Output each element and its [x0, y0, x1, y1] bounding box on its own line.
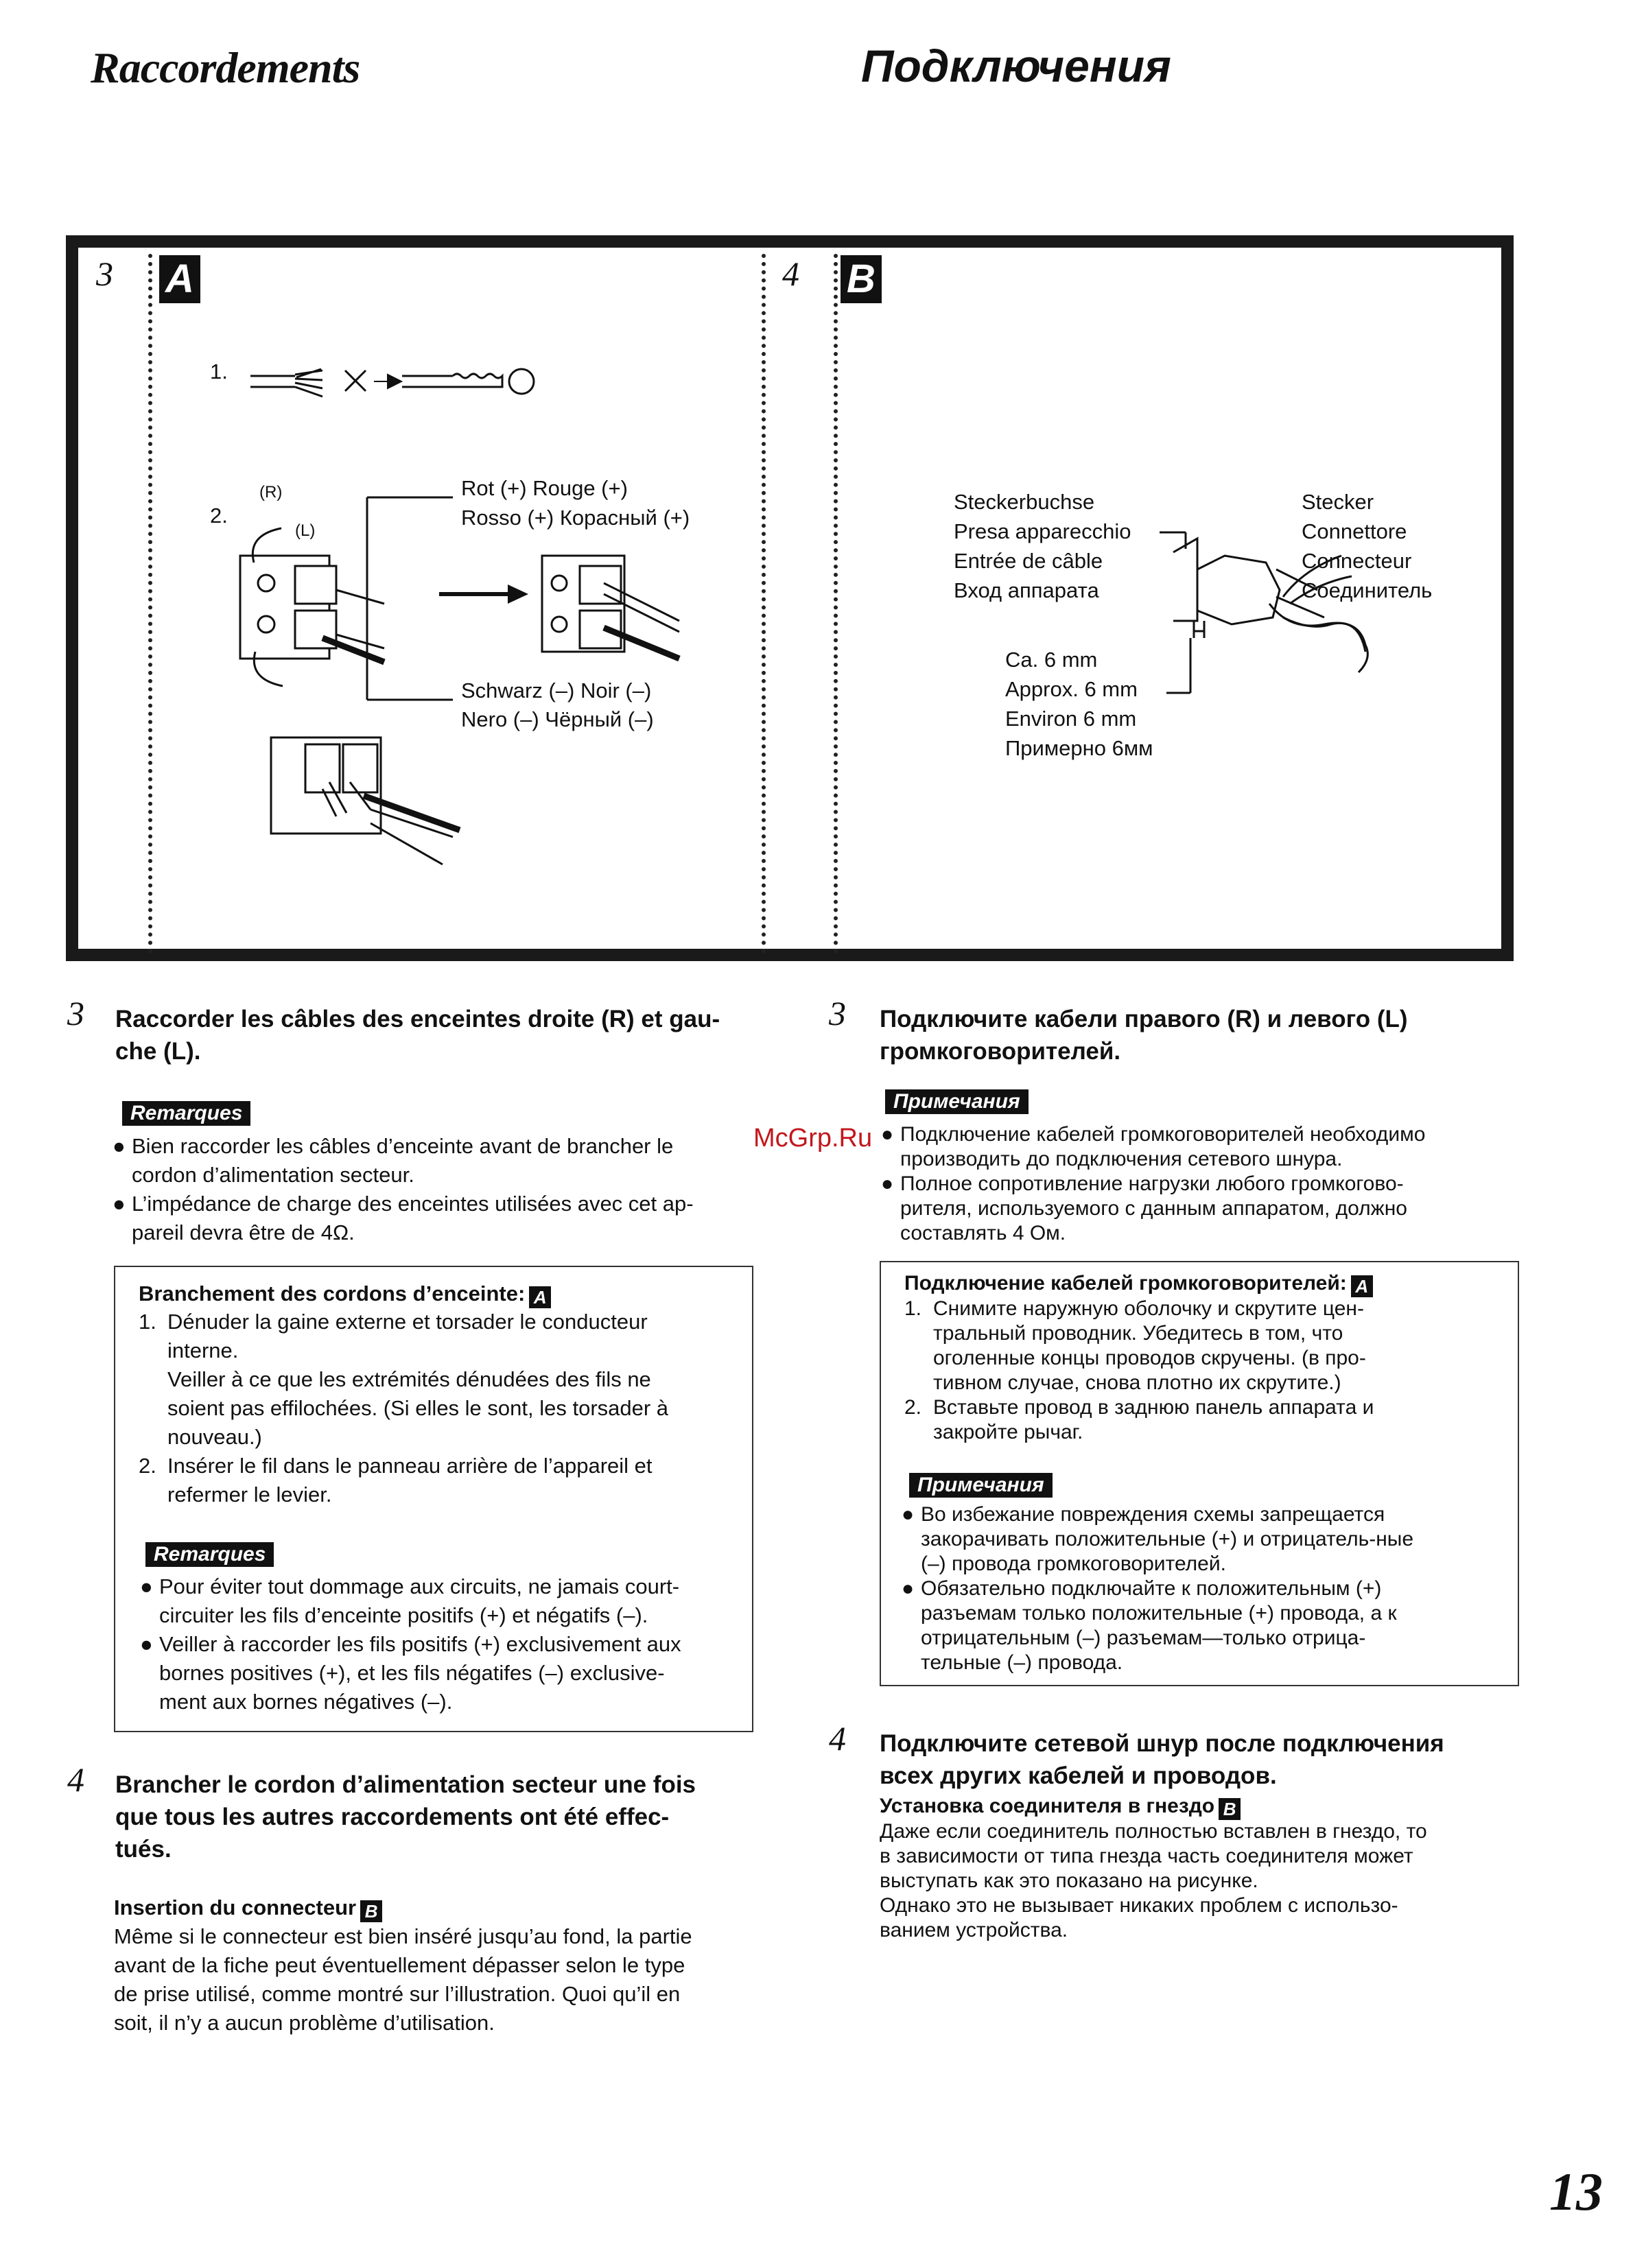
plug-label-fr: Connecteur: [1302, 549, 1412, 573]
fr-box-title: Branchement des cordons d’enceinte:: [139, 1281, 526, 1306]
fr-step4-line: Brancher le cordon d’alimentation secteur une fois: [115, 1771, 696, 1798]
fr-insert-text: [114, 1922, 759, 2037]
socket-label-de: Steckerbuchse: [954, 490, 1095, 514]
ru-box-step-2-line: Вставьте провод в заднюю панель аппарата и: [933, 1396, 1374, 1419]
ru-note-line: Подключение кабелей громкоговорителей необходимо: [900, 1123, 1426, 1146]
ru-box-badge: A: [1351, 1275, 1373, 1297]
panel-b-illustration: [0, 0, 1633, 974]
ru-box-step-1-line: оголенные концы проводов скручены. (в про-: [933, 1347, 1366, 1369]
ru-note-item: ● Подключение кабелей громкоговорителей необходимо производить до подключения сетевого шнура.: [880, 1122, 1525, 1172]
ru-insert-line: Даже если соединитель полностью вставлен в гнездо, то: [880, 1820, 1427, 1843]
ru-insert-line: Однако это не вызывает никаких проблем с использо-: [880, 1894, 1398, 1917]
ru-note-line: Полное сопротивление нагрузки любого громкогово-: [900, 1172, 1404, 1195]
ru-box-step-2: [900, 1395, 1504, 1445]
panel-a-item1-number: 1.: [210, 359, 228, 383]
ru-box-note-line: (–) провода громкоговорителей.: [921, 1552, 1226, 1575]
plug-label-it: Connettore: [1302, 519, 1407, 543]
fr-step4-line: que tous les autres raccordements ont été effec-: [115, 1804, 670, 1830]
ru-box-step-2-line: закройте рычаг.: [933, 1421, 1083, 1443]
panel-a-step-number: 3: [96, 255, 113, 293]
page-title-ru: Подключения: [861, 40, 1171, 91]
fr-step3-line2: che (L).: [115, 1038, 201, 1065]
fr-box-remark-line: ment aux bornes négatives (–).: [159, 1690, 453, 1714]
fr-remarks-list: [111, 1132, 756, 1247]
fr-step4-line: tués.: [115, 1836, 172, 1863]
gap-label-ru: Примерно 6мм: [1005, 736, 1153, 760]
ru-box-note-line: тельные (–) провода.: [921, 1651, 1123, 1674]
ru-note-item: ● Полное сопротивление нагрузки любого громкогово- рителя, используемого с данным аппаратом, должно составлять 4 Ом.: [880, 1172, 1525, 1246]
fr-remark-2-line2: pareil devra être de 4Ω.: [132, 1220, 355, 1244]
ru-note-line: производить до подключения сетевого шнура.: [900, 1148, 1343, 1170]
page-title-fr: Raccordements: [91, 43, 360, 92]
ru-box-note-line: разъемам только положительные (+) провода, а к: [921, 1602, 1397, 1625]
fr-box-remarks-list: [139, 1572, 742, 1716]
socket-label-fr: Entrée de câble: [954, 549, 1103, 573]
fr-box-step-1-num: 1.: [139, 1310, 156, 1334]
plug-label-ru: Соединитель: [1302, 578, 1433, 602]
fr-box-step-2-num: 2.: [139, 1454, 156, 1478]
fr-remark-1-line1: Bien raccorder les câbles d’enceinte avant de brancher le: [132, 1134, 674, 1158]
fr-box-steps: [134, 1308, 738, 1509]
red-wire-label-2: Rosso (+) Корасный (+): [461, 506, 690, 530]
fr-remark-2-line1: L’impédance de charge des enceintes utilisées avec cet ap-: [132, 1192, 694, 1216]
fr-box-step-2-line: Insérer le fil dans le panneau arrière de l’appareil et: [167, 1454, 653, 1478]
ru-note-line: рителя, используемого с данным аппаратом, должно: [900, 1197, 1407, 1220]
fr-insert-title-row: [114, 1893, 382, 1922]
fr-step4-heading: [115, 1769, 753, 1865]
fr-remark-1-line2: cordon d’alimentation secteur.: [132, 1163, 414, 1187]
ru-box-step-1-line: тивном случае, снова плотно их скрутите.): [933, 1371, 1341, 1394]
fr-box-step-1-line: Veiller à ce que les extrémités dénudées des fils ne: [167, 1367, 651, 1391]
fr-step3-heading: [115, 1003, 747, 1067]
fr-box-remark-item: ● Veiller à raccorder les fils positifs (+) exclusivement aux bornes positives (+), et les fils négatifes (–) exclusive- ment aux bornes négatives (–).: [139, 1630, 742, 1716]
ru-notes-list: [880, 1122, 1525, 1246]
fr-remark-item: ● Bien raccorder les câbles d’enceinte avant de brancher le cordon d’alimentation secteur.: [111, 1132, 756, 1190]
ru-note-line: составлять 4 Ом.: [900, 1222, 1066, 1244]
ru-insert-title: Установка соединителя в гнездо: [880, 1795, 1215, 1817]
ru-box-note-line: Во избежание повреждения схемы запрещается: [921, 1503, 1385, 1526]
page-number: 13: [1549, 2162, 1603, 2221]
fr-box-remark-line: circuiter les fils d’enceinte positifs (+) et négatifs (–).: [159, 1603, 648, 1627]
ru-box-title-row: [904, 1269, 1373, 1298]
fr-step3-number: 3: [67, 994, 84, 1032]
fr-insert-line: avant de la fiche peut éventuellement dépasser selon le type: [114, 1953, 685, 1977]
ru-box-note-line: Обязательно подключайте к положительным (+): [921, 1577, 1382, 1600]
fr-box-step-1-line: soient pas effilochées. (Si elles le sont, les torsader à: [167, 1396, 669, 1420]
ru-box-note-line: отрицательным (–) разъемам—только отрица-: [921, 1627, 1366, 1649]
ru-step4-number: 4: [829, 1719, 846, 1758]
ru-box-step-1: [900, 1297, 1504, 1395]
ru-box-step-1-line: Снимите наружную оболочку и скрутите цен-: [933, 1297, 1364, 1320]
ru-box-steps: [900, 1297, 1504, 1445]
ru-step4-heading: [880, 1727, 1525, 1792]
ru-box-note-item: ● Во избежание повреждения схемы запрещается закорачивать положительные (+) и отрицатель-ные (–) провода громкоговорителей.: [900, 1502, 1504, 1576]
gap-label-fr: Environ 6 mm: [1005, 707, 1137, 731]
fr-box-badge: A: [529, 1286, 551, 1308]
gap-label-en: Approx. 6 mm: [1005, 677, 1138, 701]
fr-insert-title: Insertion du connecteur: [114, 1895, 357, 1919]
panel-a-badge: A: [159, 255, 200, 303]
plug-label-de: Stecker: [1302, 490, 1374, 514]
ru-box-note-item: ● Обязательно подключайте к положительным (+) разъемам только положительные (+) провода, а к отрицательным (–) разъемам—только отрица- тельные (–) провода.: [900, 1576, 1504, 1675]
fr-remark-item: ● L’impédance de charge des enceintes utilisées avec cet ap- pareil devra être de 4Ω.: [111, 1190, 756, 1247]
panel-b-step-number: 4: [782, 255, 799, 293]
fr-remarks-label: Remarques: [122, 1101, 250, 1126]
fr-box-title-row: [139, 1279, 551, 1308]
ru-insert-line: в зависимости от типа гнезда часть соединителя может: [880, 1845, 1413, 1867]
ru-insert-badge: B: [1219, 1798, 1241, 1820]
ru-insert-title-row: [880, 1792, 1241, 1821]
fr-box-step-2: [134, 1452, 738, 1509]
black-wire-label-2: Nero (–) Чёрный (–): [461, 707, 654, 731]
ru-step3-line2: громкоговорителей.: [880, 1038, 1121, 1065]
fr-box-remarks-label: Remarques: [145, 1542, 274, 1567]
ru-insert-line: ванием устройства.: [880, 1919, 1068, 1941]
fr-box-step-1-line: interne.: [167, 1338, 239, 1362]
fr-box-remark-line: Pour éviter tout dommage aux circuits, ne jamais court-: [159, 1574, 680, 1598]
fr-insert-badge: B: [360, 1900, 382, 1922]
ru-step4-line: Подключите сетевой шнур после подключения: [880, 1730, 1444, 1757]
fr-step3-line1: Raccorder les câbles des enceintes droite (R) et gau-: [115, 1006, 720, 1032]
fr-insert-line: de prise utilisé, comme montré sur l’illustration. Quoi qu’il en: [114, 1982, 681, 2006]
gap-label-de: Ca. 6 mm: [1005, 648, 1098, 672]
ru-box-title: Подключение кабелей громкоговорителей:: [904, 1272, 1347, 1295]
fr-box-remark-line: Veiller à raccorder les fils positifs (+) exclusivement aux: [159, 1632, 681, 1656]
right-channel-label: (R): [259, 483, 283, 501]
ru-box-step-2-num: 2.: [904, 1396, 922, 1419]
black-wire-label-1: Schwarz (–) Noir (–): [461, 678, 652, 702]
fr-box-step-1: [134, 1308, 738, 1452]
ru-step4-line: всех других кабелей и проводов.: [880, 1762, 1277, 1789]
watermark-text: McGrp.Ru: [753, 1124, 873, 1153]
ru-step3-heading: [880, 1003, 1525, 1067]
socket-label-ru: Вход аппарата: [954, 578, 1099, 602]
fr-box-step-1-line: Dénuder la gaine externe et torsader le conducteur: [167, 1310, 648, 1334]
fr-insert-line: soit, il n’y a aucun problème d’utilisation.: [114, 2011, 495, 2035]
ru-insert-text: [880, 1819, 1525, 1943]
fr-insert-line: Même si le connecteur est bien inséré jusqu’au fond, la partie: [114, 1924, 692, 1948]
socket-label-it: Presa apparecchio: [954, 519, 1131, 543]
ru-box-step-1-line: тральный проводник. Убедитесь в том, что: [933, 1322, 1343, 1345]
panel-b-badge: B: [841, 255, 882, 303]
panel-a-item2-number: 2.: [210, 504, 228, 528]
ru-box-note-line: закорачивать положительные (+) и отрицатель-ные: [921, 1528, 1414, 1550]
ru-box-notes-list: [900, 1502, 1504, 1675]
fr-box-remark-item: ● Pour éviter tout dommage aux circuits, ne jamais court- circuiter les fils d’enceinte positifs (+) et négatifs (–).: [139, 1572, 742, 1630]
ru-step3-number: 3: [829, 994, 846, 1032]
ru-box-step-1-num: 1.: [904, 1297, 922, 1320]
fr-step4-number: 4: [67, 1760, 84, 1799]
fr-box-step-1-line: nouveau.): [167, 1425, 262, 1449]
ru-insert-line: выступать как это показано на рисунке.: [880, 1869, 1258, 1892]
ru-box-notes-label: Примечания: [909, 1473, 1053, 1498]
red-wire-label-1: Rot (+) Rouge (+): [461, 476, 628, 500]
fr-box-step-2-line: refermer le levier.: [167, 1483, 332, 1507]
left-channel-label: (L): [295, 521, 316, 540]
ru-notes-label: Примечания: [885, 1089, 1029, 1114]
fr-box-remark-line: bornes positives (+), et les fils négatifes (–) exclusive-: [159, 1661, 665, 1685]
ru-step3-line1: Подключите кабели правого (R) и левого (L): [880, 1006, 1408, 1032]
